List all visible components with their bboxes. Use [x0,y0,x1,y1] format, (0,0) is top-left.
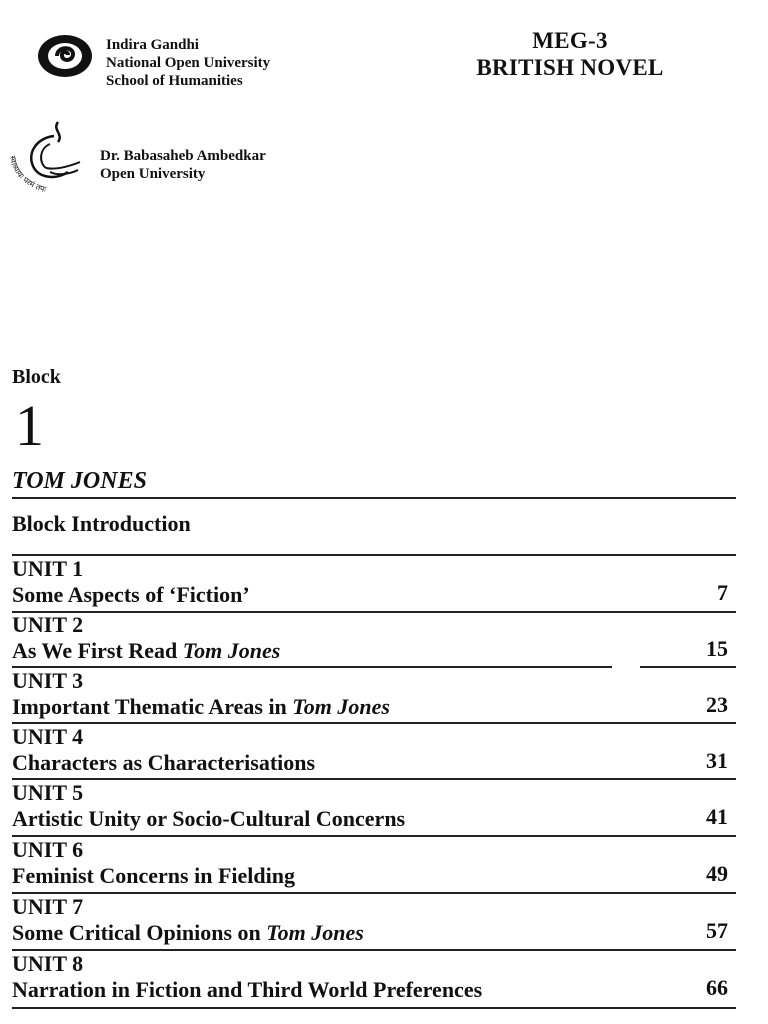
list-item [0,951,768,1007]
divider [12,1007,736,1009]
list-item [0,724,768,780]
block-number: 1 [15,393,44,458]
unit-page-number: 66 [706,975,728,1000]
unit-label: UNIT 6 [12,837,84,862]
unit-title: Some Critical Opinions on Tom Jones [12,920,364,945]
course-title: BRITISH NOVEL [476,55,664,80]
unit-page-number: 49 [706,861,728,886]
ignou-line-3: School of Humanities [106,73,243,89]
unit-label: UNIT 5 [12,780,84,805]
list-item [0,780,768,836]
unit-title: Characters as Characterisations [12,750,316,775]
unit-page-number: 31 [706,748,728,773]
baou-logo [6,114,86,200]
unit-page-number: 7 [717,580,728,605]
unit-title: Some Aspects of ‘Fiction’ [12,582,250,607]
unit-label: UNIT 3 [12,668,84,693]
list-item [0,668,768,724]
unit-page-number: 41 [706,804,728,829]
unit-label: UNIT 8 [12,951,84,976]
unit-page-number: 57 [706,918,728,943]
ignou-line-2: National Open University [106,55,271,71]
unit-label: UNIT 4 [12,724,84,749]
list-item [0,612,768,668]
unit-title: Feminist Concerns in Fielding [12,863,295,888]
list-item [0,894,768,950]
block-introduction: Block Introduction [12,511,191,536]
unit-title: Artistic Unity or Socio-Cultural Concerns [12,806,406,831]
unit-title: As We First Read Tom Jones [12,638,281,663]
unit-page-number: 23 [706,692,728,717]
baou-name [100,147,266,183]
unit-title: Important Thematic Areas in Tom Jones [12,694,390,719]
unit-label: UNIT 1 [12,556,84,581]
list-item [0,837,768,893]
course-code: MEG-3 [532,28,608,53]
block-title: TOM JONES [12,468,147,494]
baou-line-1: Dr. Babasaheb Ambedkar [100,148,266,164]
unit-title: Narration in Fiction and Third World Preferences [12,977,483,1002]
block-label: Block [12,366,61,388]
list-item [0,556,768,612]
baou-motto: स्वाध्यायः परमं तपः [7,155,48,195]
ignou-name [106,36,270,90]
unit-page-number: 15 [706,636,728,661]
ignou-line-1: Indira Gandhi [106,37,199,53]
ignou-logo [37,34,93,78]
unit-label: UNIT 2 [12,612,84,637]
unit-label: UNIT 7 [12,894,84,919]
baou-line-2: Open University [100,166,206,182]
divider [12,497,736,499]
